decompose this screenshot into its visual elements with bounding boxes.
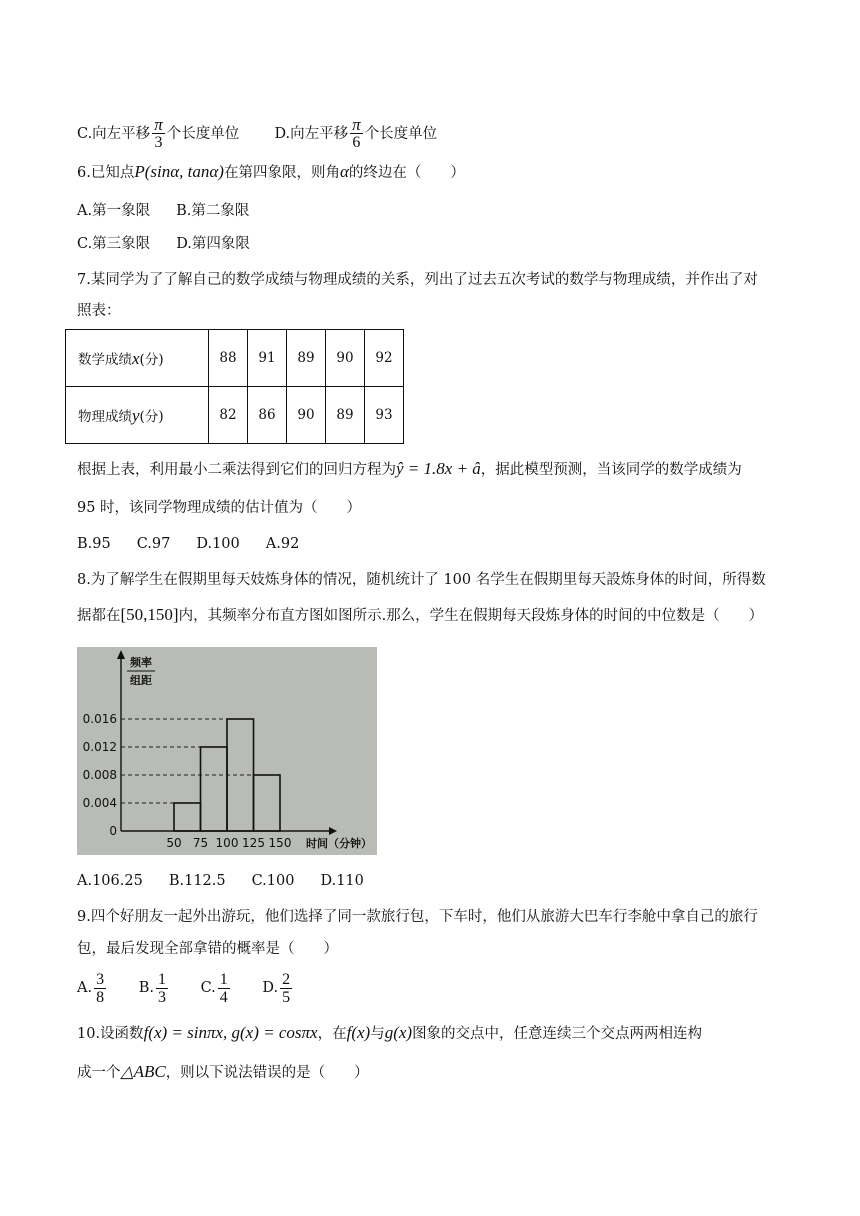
q8-options [77, 870, 364, 892]
q7-stem-line3: 根据上表，利用最小二乘法得到它们的回归方程为ŷ = 1.8x + â，据此模型预测，当该同学的数学成绩为 [77, 459, 742, 478]
table-cell: 93 [365, 387, 404, 444]
q8-stem-line2: 据都在[50,150]内，其频率分布直方图如图所示.那么，学生在假期每天段炼身体的时间的中位数是（ ） [77, 605, 764, 624]
q9-stem-line2: 包，最后发现全部拿错的概率是（ ） [77, 941, 338, 957]
interval: [50,150] [120, 605, 179, 624]
q6-options-cd [77, 233, 250, 255]
score-table [65, 329, 404, 444]
q8-option-d: D.110 [320, 873, 364, 889]
q9-stem-line1: 9.四个好朋友一起外出游玩，他们选择了同一款旅行包，下车时，他们从旅游大巴车行李舱中拿自己的旅行 [77, 909, 758, 925]
q6-option-d: D.第四象限 [176, 236, 250, 252]
q6-option-a: A.第一象限 [77, 203, 151, 219]
q8-option-c: C.100 [251, 873, 295, 889]
histogram-chart [77, 647, 377, 855]
q6-stem: 6.已知点P(sinα, tanα)在第四象限，则角α的终边在（ ） [77, 162, 465, 181]
x-tick-label: 100 [215, 836, 239, 850]
y-axis-label-bottom: 组距 [130, 674, 152, 687]
table-cell: 90 [287, 387, 326, 444]
table-cell: 82 [209, 387, 248, 444]
q9-option-d: D. $\frac{2}{5}$ [262, 970, 291, 1006]
function-definitions: f(x) = sinπx, g(x) = cosπx [143, 1023, 318, 1042]
q9-options [77, 968, 294, 1008]
table-cell: 91 [248, 330, 287, 387]
q9-option-c: C. $\frac{1}{4}$ [200, 970, 228, 1006]
q8-stem-line1: 8.为了解学生在假期里每天妓炼身体的情况，随机统计了 100 名学生在假期里每天設炼身体的时间，所得数 [77, 572, 766, 588]
q7-stem-line2: 照表： [77, 303, 121, 319]
table-cell: 89 [326, 387, 365, 444]
x-tick-label: 50 [166, 836, 182, 850]
regression-equation: ŷ = 1.8x + â [396, 459, 481, 478]
q6-options-ab [77, 200, 249, 222]
q7-option-c: C.97 [136, 536, 171, 552]
point-expression: P(sinα, tanα) [134, 162, 224, 181]
q10-stem-line1: 10.设函数f(x) = sinπx, g(x) = cosπx，在f(x)与g(x)图象的交点中，任意连续三个交点两两相连构 [77, 1023, 703, 1042]
q7-option-a: A.92 [265, 536, 300, 552]
q8-option-a: A.106.25 [77, 873, 143, 889]
q7-option-d: D.100 [196, 536, 240, 552]
y-tick-label: 0.016 [82, 712, 117, 726]
q10-stem-line2: 成一个△ABC，则以下说法错误的是（ ） [77, 1062, 369, 1081]
q9-option-a: A. $\frac{3}{8}$ [77, 970, 105, 1006]
table-row [66, 387, 404, 444]
fraction: $\frac{\pi}{6}$ [352, 115, 361, 151]
x-tick-label: 75 [192, 836, 209, 850]
y-tick-label: 0.004 [82, 796, 117, 810]
q5-options-cd [77, 116, 437, 151]
row-header-physics: 物理成绩y(分) [66, 387, 209, 444]
y-tick-label: 0 [109, 824, 117, 838]
table-cell: 86 [248, 387, 287, 444]
q7-stem-line4: 95 时，该同学物理成绩的估计值为（ ） [77, 500, 362, 516]
row-header-math: 数学成绩x(分) [66, 330, 209, 387]
x-axis-label: 时间（分钟） [306, 837, 372, 850]
x-tick-label: 150 [268, 836, 292, 850]
q6-option-b: B.第二象限 [176, 203, 250, 219]
table-row [66, 330, 404, 387]
q7-options [77, 533, 299, 555]
table-cell: 88 [209, 330, 248, 387]
q7-option-b: B.95 [77, 536, 111, 552]
q6-option-c: C.第三象限 [77, 236, 151, 252]
q5-option-d: D.向左平移 $\frac{\pi}{6}$ 个长度单位 [274, 115, 438, 151]
q7-stem-line1: 7.某同学为了了解自己的数学成绩与物理成绩的关系，列出了过去五次考试的数学与物理成绩，并作出了对 [77, 272, 758, 288]
y-tick-label: 0.008 [82, 768, 117, 782]
triangle: △ABC [120, 1062, 166, 1081]
table-cell: 92 [365, 330, 404, 387]
q5-option-c: C.向左平移 $\frac{\pi}{3}$ 个长度单位 [77, 115, 240, 151]
y-axis-label-top: 频率 [130, 656, 152, 669]
x-tick-label: 125 [242, 836, 265, 850]
q8-option-b: B.112.5 [168, 873, 226, 889]
y-tick-label: 0.012 [82, 740, 117, 754]
fraction: $\frac{\pi}{3}$ [154, 115, 163, 151]
table-cell: 90 [326, 330, 365, 387]
table-cell: 89 [287, 330, 326, 387]
q9-option-b: B. $\frac{1}{3}$ [138, 970, 166, 1006]
